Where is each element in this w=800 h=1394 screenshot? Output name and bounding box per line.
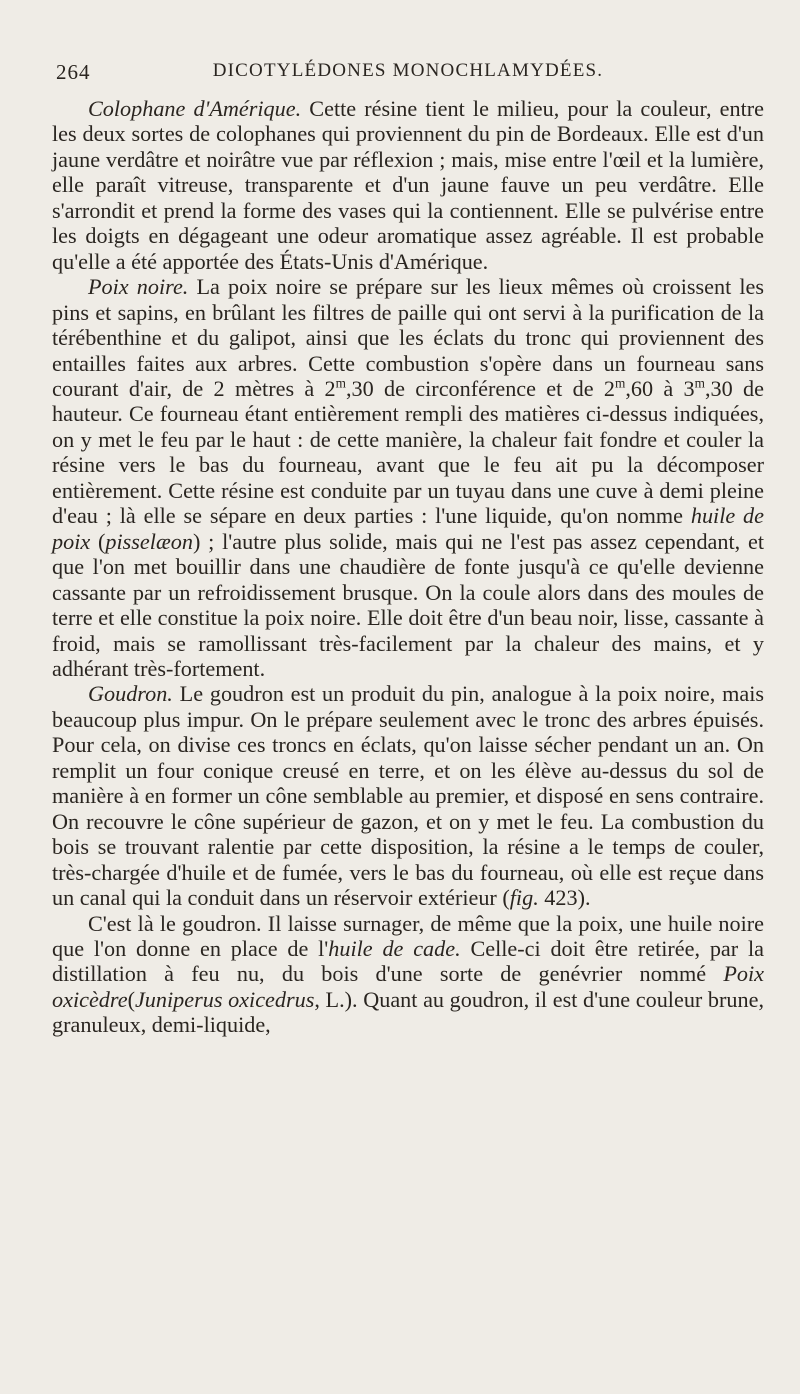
paragraph-text: Cette résine tient le milieu, pour la couleur, entre les deux sortes de colophanes qui proviennent du pin de Bordeaux. Elle est d'un jaune verdâtre et noirâtre vue par réflexion ; mais, mise entre l'œil et la lumière, elle paraît vitreuse, transparente et d'un jaune fauve un peu verdâtre. Elle s'arrondit et prend la forme des vases qui la contiennent. Elle se pulvérise entre les doigts en dégageant une odeur aromatique assez agréable. Il est probable qu'elle a été apportée des États-Unis d'Amérique. <box>52 96 765 274</box>
paragraph-text: , L.). Quant au goudron, il est d'une couleur brune, granuleux, demi-liquide, <box>52 986 764 1038</box>
paragraph-colophane <box>52 96 764 274</box>
italic-term: pisselæon <box>105 528 193 554</box>
paragraph-text: ,60 à 3 <box>625 375 695 401</box>
paragraph-goudron-suite <box>52 911 764 1038</box>
paragraph-text: ) ; l'autre plus solide, mais qui ne l'est pas assez cependant, et que l'on met bouillir dans une chaudière de fonte jusqu'à ce qu'elle devienne cassante par un refroidissement brusque. On la coule alors dans des moules de terre et elle constitue la poix noire. Elle doit être d'un beau noir, lisse, cassante à froid, mais se ramollissant très-facilement par la chaleur des mains, et y adhérant très-fortement. <box>52 528 765 681</box>
paragraph-lead-colophane: Colophane d'Amérique. <box>88 96 302 121</box>
paragraph-text: 423). <box>544 885 591 911</box>
paragraph-text: ,30 de circonférence et de 2 <box>346 375 615 401</box>
page-number: 264 <box>56 60 91 84</box>
paragraph-goudron <box>52 681 764 910</box>
body-text <box>52 96 764 1038</box>
paragraph-poix-noire <box>52 274 764 681</box>
page-header <box>56 60 760 90</box>
figure-reference: fig. <box>509 885 539 911</box>
paragraph-text: Le goudron est un produit du pin, analogue à la poix noire, mais beaucoup plus impur. On le prépare seulement avec le tronc des arbres épuisés. Pour cela, on divise ces troncs en éclats, qu'on laisse sécher pendant un an. On remplit un four conique creusé en terre, et on les élève au-dessus du sol de manière à en former un cône semblable au premier, et disposé en sens contraire. On recouvre le cône supérieur de gazon, et on y met le feu. La combustion du bois se trouvant ralentie par cette disposition, la résine a le temps de couler, très-chargée d'huile et de fumée, vers le bas du fourneau, où elle est reçue dans un canal qui la conduit dans un réservoir extérieur ( <box>52 681 764 911</box>
italic-term: huile de poix <box>52 503 765 554</box>
paragraph-text: La poix noire se prépare sur les lieux mêmes où croissent les pins et sapins, en brûlant les filtres de paille qui ont servi à la purification de la térébenthine et du galipot, ainsi que les éclats du tronc qui proviennent des entailles faites aux arbres. Cette combustion s'opère dans un fourneau sans courant d'air, de 2 mètres à 2 <box>52 274 765 401</box>
species-name: Juniperus oxicedrus <box>134 986 315 1012</box>
italic-term: huile de cade. <box>328 935 461 961</box>
unit-superscript: m <box>694 375 705 391</box>
paragraph-text: C'est là le goudron. Il laisse surnager, de même que la poix, une huile noire que l'on donne en place de l' <box>52 910 764 961</box>
unit-superscript: m <box>335 375 346 391</box>
paren-open: ( <box>127 986 135 1012</box>
paragraph-lead-goudron: Goudron. <box>88 681 173 707</box>
paragraph-lead-poix-noire: Poix noire. <box>88 274 189 300</box>
paren-open: ( <box>98 528 106 554</box>
paragraph-text: ,30 de hauteur. Ce fourneau étant entièrement rempli des matières ci-dessus indiquées, on y met le feu par le haut : de cette manière, la chaleur fait fondre et couler la résine vers le bas du fourneau, avant que le feu ait pu la décomposer entièrement. Cette résine est conduite par un tuyau dans une cuve à demi pleine d'eau ; là elle se sépare en deux parties : l'une liquide, qu'on nomme <box>52 375 764 529</box>
paragraph-text: Celle-ci doit être retirée, par la distillation à feu nu, du bois d'une sorte de genévrier nommé <box>52 935 764 987</box>
running-title: DICOTYLÉDONES MONOCHLAMYDÉES. <box>212 60 604 81</box>
italic-term: Poix oxicèdre <box>52 961 764 1012</box>
unit-superscript: m <box>614 375 626 391</box>
